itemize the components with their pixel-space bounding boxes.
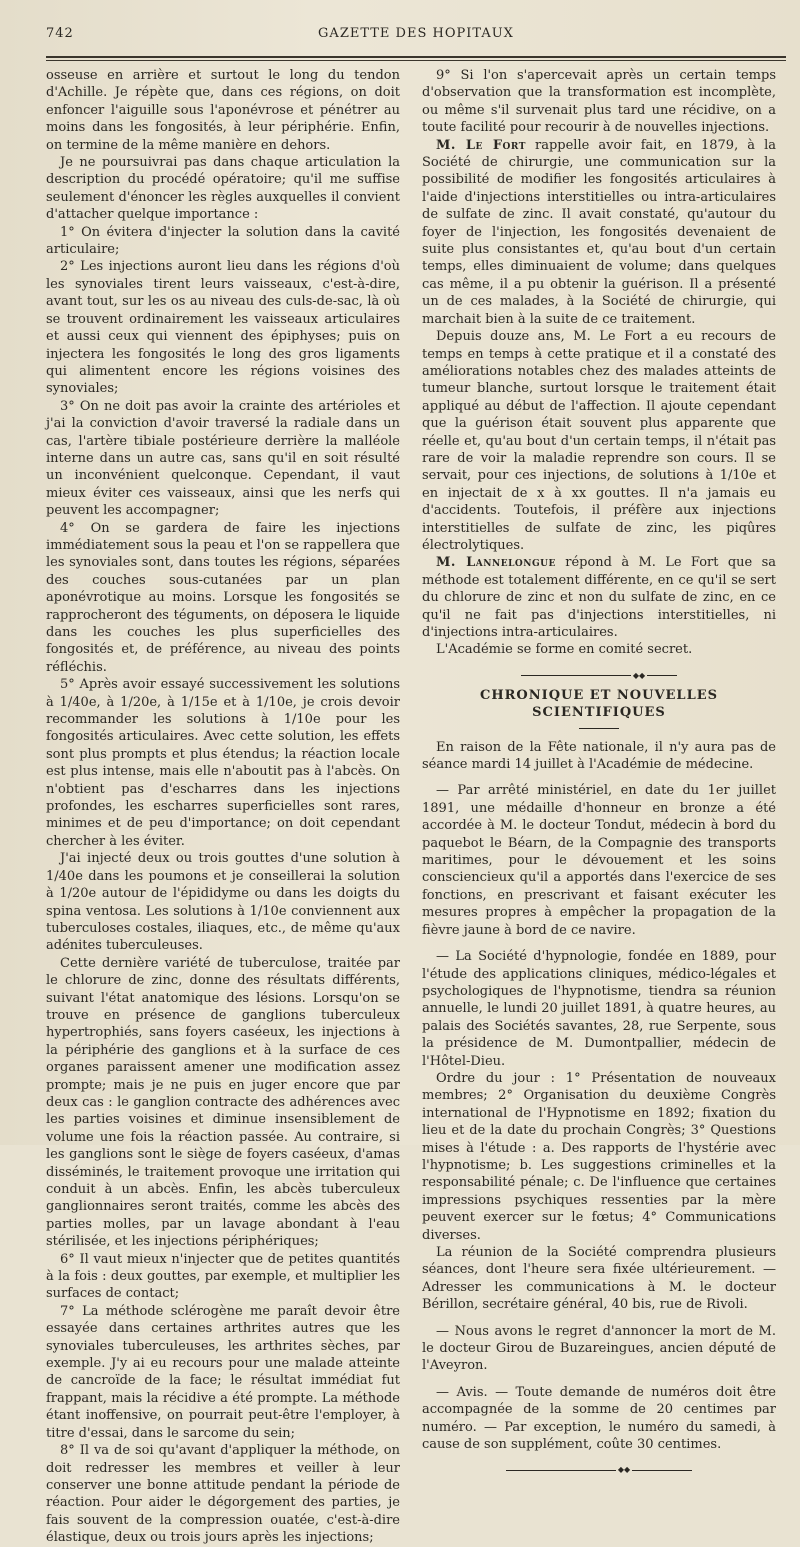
end-divider: ◆◆ (422, 1461, 776, 1471)
paragraph: 6° Il vaut mieux n'injecter que de petites quantités à la fois : deux gouttes, par exemple, et multiplier les surfaces de contact; (46, 1251, 400, 1302)
news-item: — La Société d'hypnologie, fondée en 1889, pour l'étude des applications cliniques, médico-légales et psychologiques de l'hypnotisme, tiendra sa réunion annuelle, le lundi 20 juillet 1891, à quatre heures, au palais des Sociétés savantes, 28, rue Serpente, sous la présidence de M. Dumontpallier, médecin de l'Hôtel-Dieu. (422, 949, 776, 1069)
paragraph: osseuse en arrière et surtout le long du tendon d'Achille. Je répète que, dans ces régions, on doit enfoncer l'aiguille sous l'aponévrose et pénétrer au moins dans les fongosités, à leur périphérie. Enfin, on termine de la même manière en dehors. (46, 68, 400, 153)
header-rule-thin (46, 60, 786, 61)
news-item: — Par arrêté ministériel, en date du 1er juillet 1891, une médaille d'honneur en bronze a été accordée à M. le docteur Tondut, médecin à bord du paquebot le Béarn, de la Compagnie des transports maritimes, pour le dévouement et les soins consciencieux qu'il a apportés dans l'exercice de ses fonctions, en prescrivant et faisant exécuter les mesures propres à empêcher la propagation de la fièvre jaune à bord de ce navire. (422, 783, 776, 938)
page-number: 742 (46, 26, 74, 41)
paragraph: 3° On ne doit pas avoir la crainte des artérioles et j'ai la conviction d'avoir traversé la radiale dans un cas, l'artère tibiale postérieure derrière la malléole interne dans un autre cas, sans qu'il en soit résulté un inconvénient quelconque. Cependant, il vaut mieux éviter ces vaisseaux, ainsi que les nerfs qui peuvent les accompagner; (46, 398, 400, 519)
news-item: La réunion de la Société comprendra plusieurs séances, dont l'heure sera fixée ultérieurement. — Adresser les communications à M. le docteur Bérillon, secrétaire général, 40 bis, rue de Rivoli. (422, 1245, 776, 1313)
title-rule (579, 728, 619, 729)
paragraph: 7° La méthode sclérogène me paraît devoir être essayée dans certaines arthrites autres que les synoviales tuberculeuses, les arthrites sèches, par exemple. J'y ai eu recours pour une malade atteinte de cancroïde de la face; le résultat immédiat fut frappant, mais la récidive a été prompte. La méthode étant inoffensive, on pourrait peut-être l'employer, à titre d'essai, dans le sarcome du sein; (46, 1303, 400, 1441)
news-item: En raison de la Fête nationale, il n'y aura pas de séance mardi 14 juillet à l'Académie de médecine. (422, 739, 776, 773)
paragraph: 4° On se gardera de faire les injections immédiatement sous la peau et l'on se rappellera que les synoviales sont, dans toutes les régions, séparées des couches sous-cutanées par un plan aponévrotique au moins. Lorsque les fongosités se rapprocheront des téguments, on déposera le liquide dans les couches les plus superficielles des fongosités et, de préférence, au niveau des points réfléchis. (46, 520, 400, 675)
paragraph: 5° Après avoir essayé successivement les solutions à 1/40e, à 1/20e, à 1/15e et à 1/10e, je crois devoir recommander les solutions à 1/10e pour les fongosités articulaires. Avec cette solution, les effets sont plus prompts et plus étendus; la réaction locale est plus intense, mais elle n'aboutit pas à l'abcès. On n'obtient pas d'escharres dans les injections profondes, les escharres superficielles sont rares, minimes et de peu d'importance; on doit cependant chercher à les éviter. (46, 677, 400, 849)
speaker-text: rappelle avoir fait, en 1879, à la Société de chirurgie, une communication sur la possibilité de modifier les fongosités articulaires à l'aide d'injections interstitielles ou intra-articulaires de sulfate de zinc. Il avait constaté, qu'autour du foyer de l'injection, les fongosités devenaient de suite plus consistantes et, qu'au bout d'un certain temps, elles diminuaient de volume; dans quelques cas même, il a pu obtenir la guérison. Il a présenté un de ces malades, à la Société de chirurgie, qui marchait bien à la suite de ce traitement. (422, 137, 776, 327)
columns (46, 67, 786, 1547)
paragraph: Cette dernière variété de tuberculose, traitée par le chlorure de zinc, donne des résultats différents, suivant l'état anatomique des lésions. Lorsqu'on se trouve en présence de ganglions tuberculeux hypertrophiés, sans foyers caséeux, les injections à la périphérie des ganglions et à la surface de ces organes paraissent amener une modification assez prompte; mais je ne puis en juger encore que par deux cas : le ganglion contracte des adhérences avec les parties voisines et diminue insensiblement de volume une fois la réaction passée. Au contraire, si les ganglions sont le siège de foyers caséeux, d'amas disséminés, le traitement provoque une irritation qui conduit à un abcès. Enfin, les abcès tuberculeux ganglionnaires seront traités, comme les abcès des parties molles, par un lavage abondant à l'eau stérilisée, et les injections périphériques; (46, 955, 400, 1250)
left-column (46, 67, 400, 1547)
section-divider: ◆◆ (422, 667, 776, 677)
paragraph: L'Académie se forme en comité secret. (436, 642, 693, 658)
paragraph: Je ne poursuivrai pas dans chaque articulation la description du procédé opératoire; qu'il me suffise seulement d'énoncer les règles auxquelles il convient d'attacher quelque importance : (46, 155, 400, 223)
header-rule (46, 56, 786, 58)
paragraph: 9° Si l'on s'apercevait après un certain temps d'observation que la transformation est incomplète, ou même s'il survenait plus tard une récidive, on a toute facilité pour recourir à de nouvelles injections. (422, 68, 776, 136)
right-column (422, 67, 776, 1547)
paragraph: 8° Il va de soi qu'avant d'appliquer la méthode, on doit redresser les membres et veiller à leur conserver une bonne attitude pendant la période de réaction. Pour aider le dégorgement des parties, je fais souvent de la compression ouatée, c'est-à-dire élastique, deux ou trois jours après les injections; (46, 1443, 400, 1546)
section-title: CHRONIQUE ET NOUVELLES SCIENTIFIQUES (479, 687, 719, 721)
speaker-name: M. Lannelongue (436, 555, 556, 571)
journal-title: GAZETTE DES HOPITAUX (318, 26, 514, 41)
speaker-text: répond à M. Le Fort que sa méthode est totalement différente, en ce qu'il se sert du chlorure de zinc et non du sulfate de zinc, en ce qu'il ne fait pas d'injections interstitielles, ni d'injections intra-articulaires. (422, 555, 776, 640)
paragraph: Depuis douze ans, M. Le Fort a eu recours de temps en temps à cette pratique et il a constaté des améliorations notables chez des malades atteints de tumeur blanche, surtout lorsque le traitement était appliqué au début de l'affection. Il ajoute cependant que la guérison était souvent plus apparente que réelle et, qu'au bout d'un certain temps, il n'était pas rare de voir la maladie reprendre son cours. Il se servait, pour ces injections, de solutions à 1/10e et en injectait de x à xx gouttes. Il n'a jamais eu d'accidents. Toutefois, il préfère aux injections interstitielles de sulfate de zinc, les piqûres électrolytiques. (422, 329, 776, 553)
news-item: — Avis. — Toute demande de numéros doit être accompagnée de la somme de 20 centimes par numéro. — Par exception, le numéro du samedi, à cause de son supplément, coûte 30 centimes. (422, 1384, 776, 1453)
speaker-name: M. Le Fort (436, 137, 526, 153)
paragraph: 2° Les injections auront lieu dans les régions d'où les synoviales tirent leurs vaisseaux, c'est-à-dire, avant tout, sur les os au niveau des culs-de-sac, là où se trouvent ordinairement les vaisseaux articulaires et aussi ceux qui viennent des épiphyses; puis on injectera les fongosités le long des gros ligaments qui alimentent encore les régions voisines des synoviales; (46, 259, 400, 397)
page-header (46, 26, 786, 48)
news-item: Ordre du jour : 1° Présentation de nouveaux membres; 2° Organisation du deuxième Congrès international de l'Hypnotisme en 1892; fixation du lieu et de la date du prochain Congrès; 3° Questions mises à l'étude : a. Des rapports de l'hystérie avec l'hypnotisme; b. Les suggestions criminelles et la responsabilité pénale; c. De l'influence que certaines impressions psychiques ressenties par la mère peuvent exercer sur le fœtus; 4° Communications diverses. (422, 1070, 776, 1243)
paragraph-le-fort (422, 137, 776, 328)
paragraph-lannelongue (422, 554, 776, 641)
paragraph: J'ai injecté deux ou trois gouttes d'une solution à 1/40e dans les poumons et je conseillerai la solution à 1/20e autour de l'épididyme ou dans les doigts du spina ventosa. Les solutions à 1/10e conviennent aux tuberculoses costales, iliaques, etc., de même qu'aux adénites tuberculeuses. (46, 851, 400, 954)
paragraph: 1° On évitera d'injecter la solution dans la cavité articulaire; (46, 224, 400, 258)
news-item: — Nous avons le regret d'annoncer la mort de M. le docteur Girou de Buzareingues, ancien député de l'Aveyron. (422, 1323, 776, 1374)
